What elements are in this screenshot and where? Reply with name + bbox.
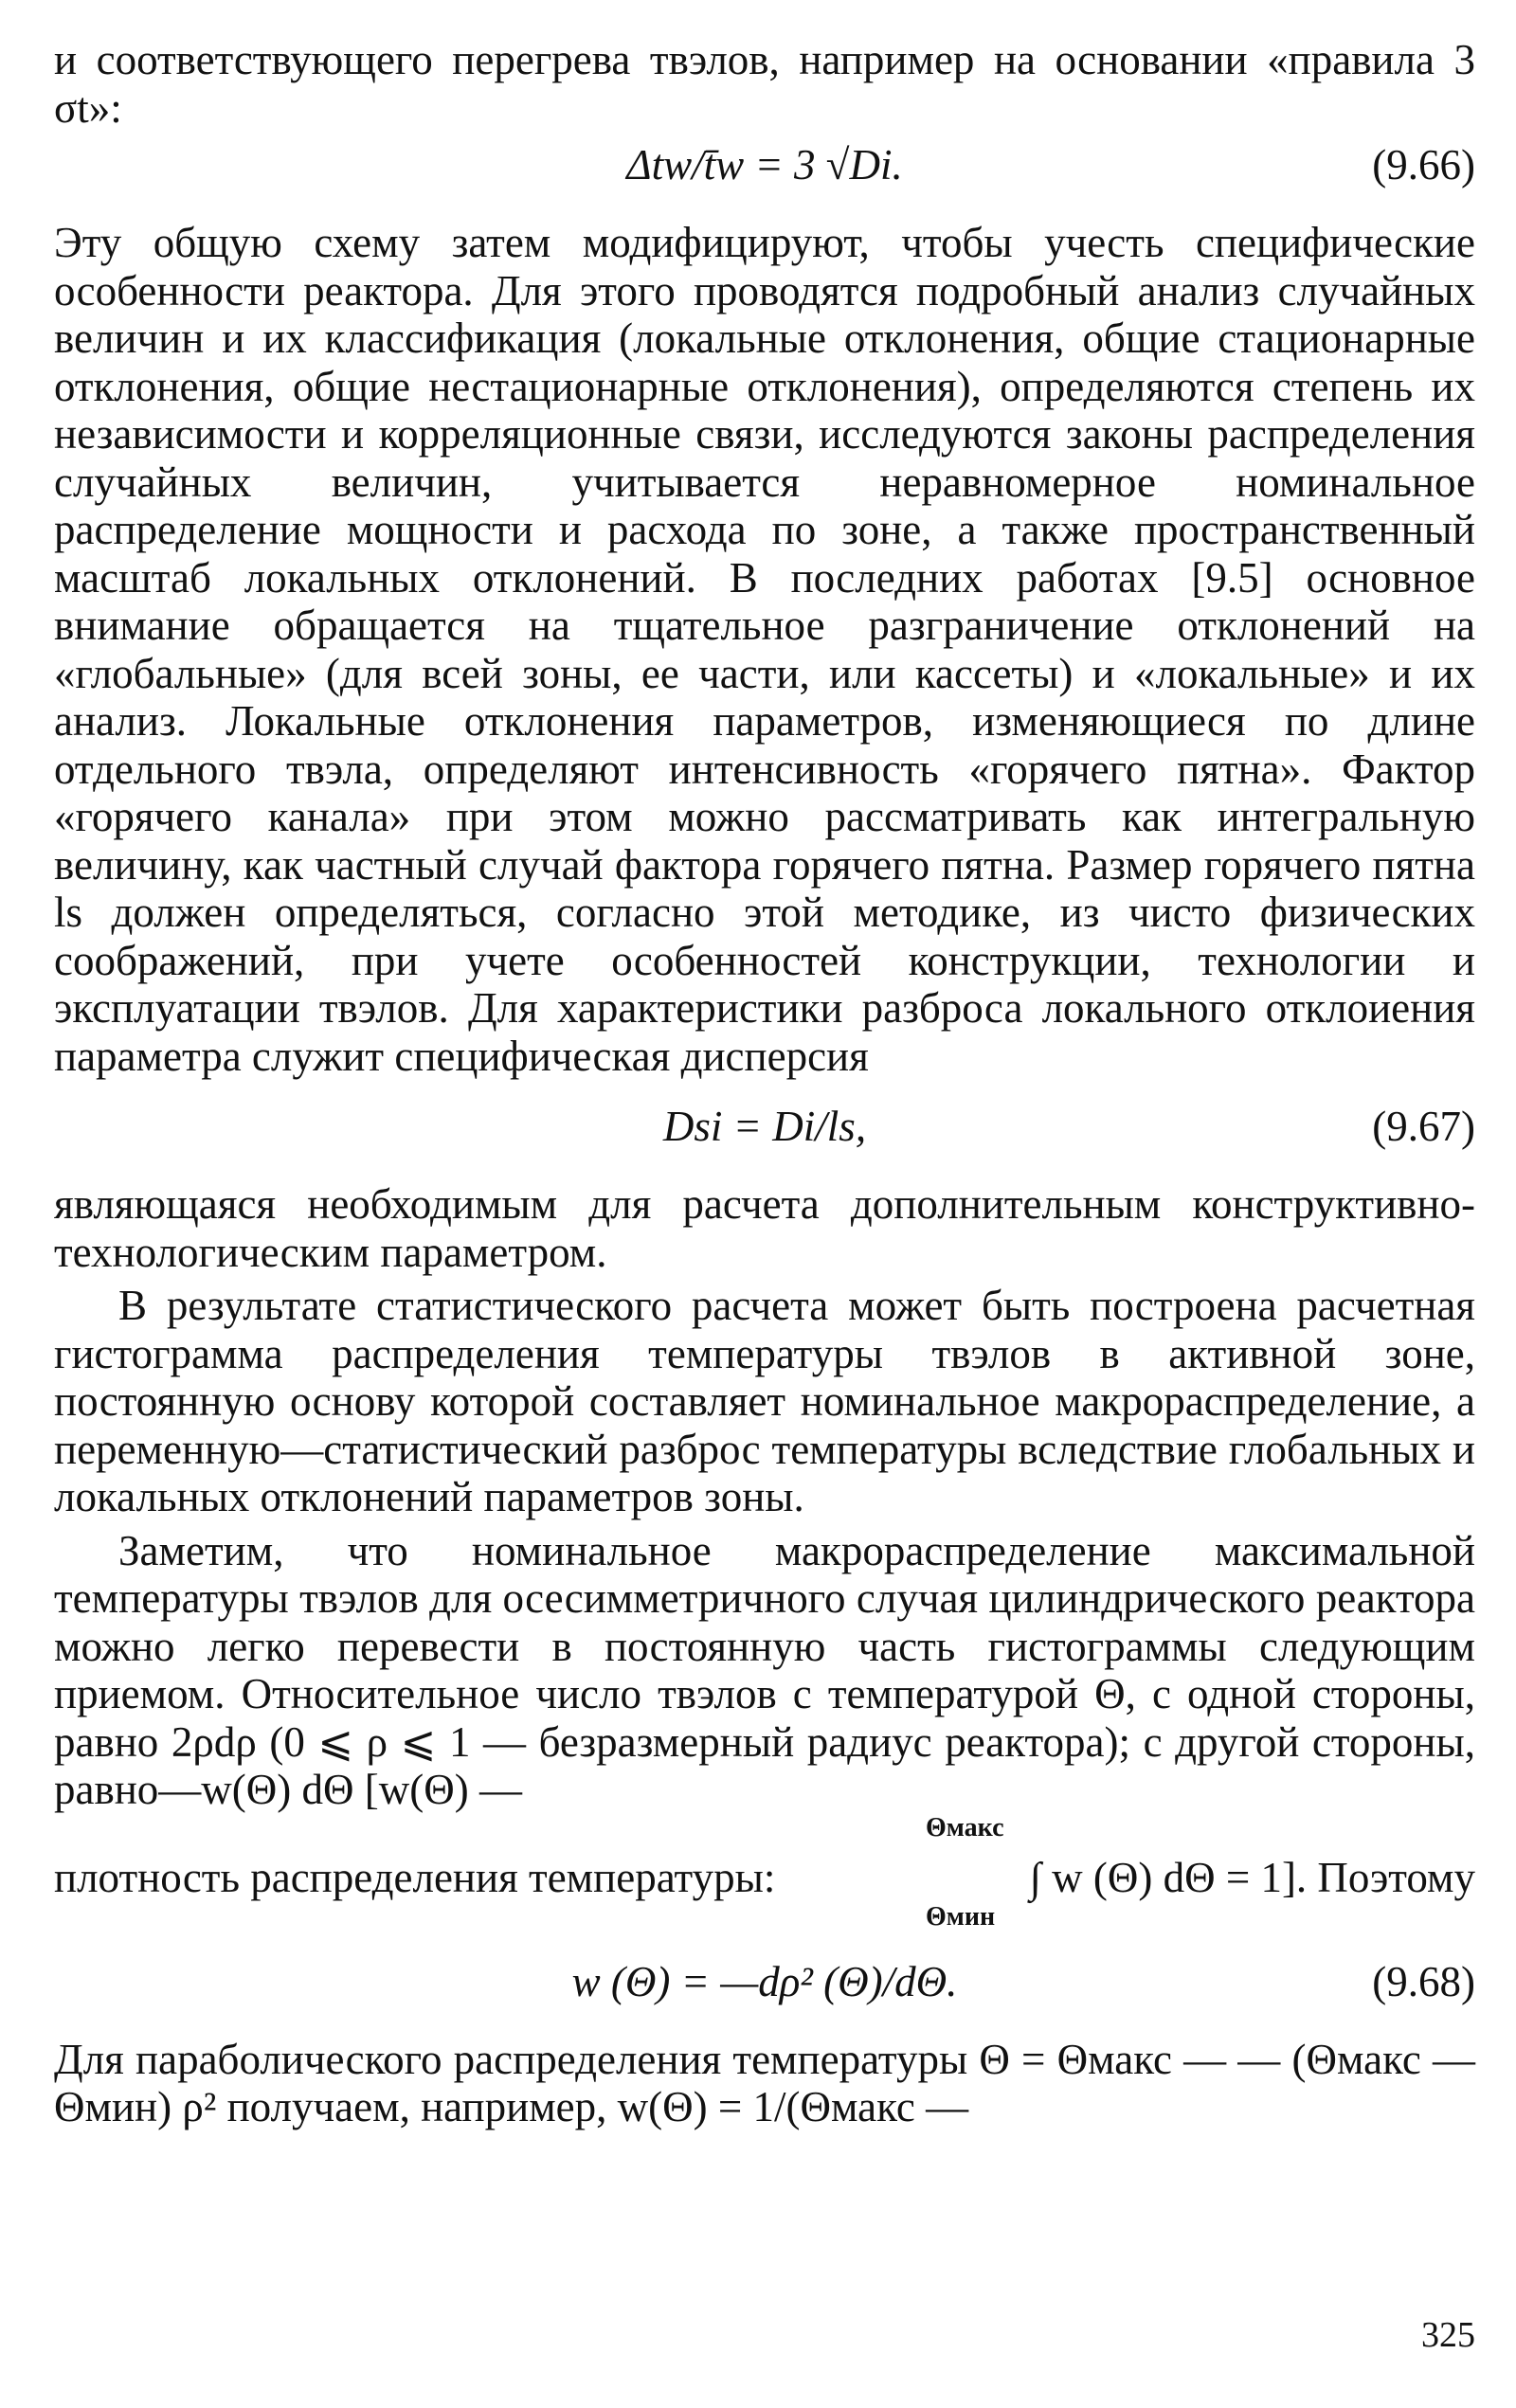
paragraph: Эту общую схему затем модифицируют, чтобы учесть специфические особенности реактора. Для этого проводятся подробный анализ случайных величин и их классификация (локальные отклонения, общие стационарные отклонения, общие нестационарные отклонения), определяются степень их независимости и корреляционные связи, исследуются законы распределения случайных величин, учитывается неравномерное номинальное распределение мощности и расхода по зоне, а также пространственный масштаб локальных отклонений. В последних работах [9.5] основное внимание обращается на тщательное разграничение отклонений на «глобальные» (для всей зоны, ее части, или кассеты) и «локальные» и их анализ. Локальные отклонения параметров, изменяющиеся по длине отдельного твэла, определяют интенсивность «горячего пятна». Фактор «горячего канала» при этом можно рассматривать как интегральную величину, как частный случай фактора горячего пятна. Размер горячего пятна ls должен определяться, согласно этой методике, из чисто физических соображений, при учете особенностей конструкции, технологии и эксплуатации твэлов. Для характеристики разброса локального отклоиения параметра служит специфическая дисперсия xyxy=(54,219,1475,1080)
equation-number: (9.66) xyxy=(1372,141,1475,189)
paragraph: Для параболического распределения температуры Θ = Θмакс — — (Θмакс — Θмин) ρ² получаем, например, w(Θ) = 1/(Θмакс — xyxy=(54,2035,1475,2130)
formula-expression: Δtw/t̄w = 3 √Di. xyxy=(626,141,903,189)
formula-expression: w (Θ) = —dρ² (Θ)/dΘ. xyxy=(571,1957,958,2005)
formula-expression: Dsi = Di/ls, xyxy=(662,1103,867,1150)
integral-upper-limit: Θмакс xyxy=(926,1812,1004,1842)
book-page xyxy=(54,36,1475,2376)
formula-9-66 xyxy=(54,132,1475,202)
intro-text: и соответствующего перегрева твэлов, например на основании «правила 3 σt»: xyxy=(54,36,1475,132)
formula-9-67 xyxy=(54,1093,1475,1163)
paragraph: Заметим, что номинальное макрораспределение максимальной температуры твэлов для осесимметричного случая цилиндрического реактора можно легко перевести в постоянную часть гистограммы следующим приемом. Относительное число твэлов с температурой Θ, с одной стороны, равно 2ρdρ (0 ⩽ ρ ⩽ 1 — безразмерный радиус реактора); с другой стороны, равно—w(Θ) dΘ [w(Θ) — xyxy=(54,1526,1475,1813)
integral-line xyxy=(54,1814,1475,1935)
formula-9-68 xyxy=(54,1949,1475,2019)
integral-expression: ∫ w (Θ) dΘ = 1]. Поэтому xyxy=(1029,1853,1475,1901)
integral-lower-limit: Θмин xyxy=(926,1901,996,1932)
equation-number: (9.67) xyxy=(1372,1103,1475,1150)
equation-number: (9.68) xyxy=(1372,1957,1475,2005)
paragraph: В результате статистического расчета может быть построена расчетная гистограмма распределения температуры твэлов в активной зоне, постоянную основу которой составляет номинальное макрораспределение, а переменную—статистический разброс температуры вследствие глобальных и локальных отклонений параметров зоны. xyxy=(54,1282,1475,1520)
paragraph: являющаяся необходимым для расчета дополнительным конструктивно-технологическим параметром. xyxy=(54,1180,1475,1276)
page-number: 325 xyxy=(1421,2315,1475,2355)
integral-lead-text: плотность распределения температуры: xyxy=(54,1853,776,1901)
